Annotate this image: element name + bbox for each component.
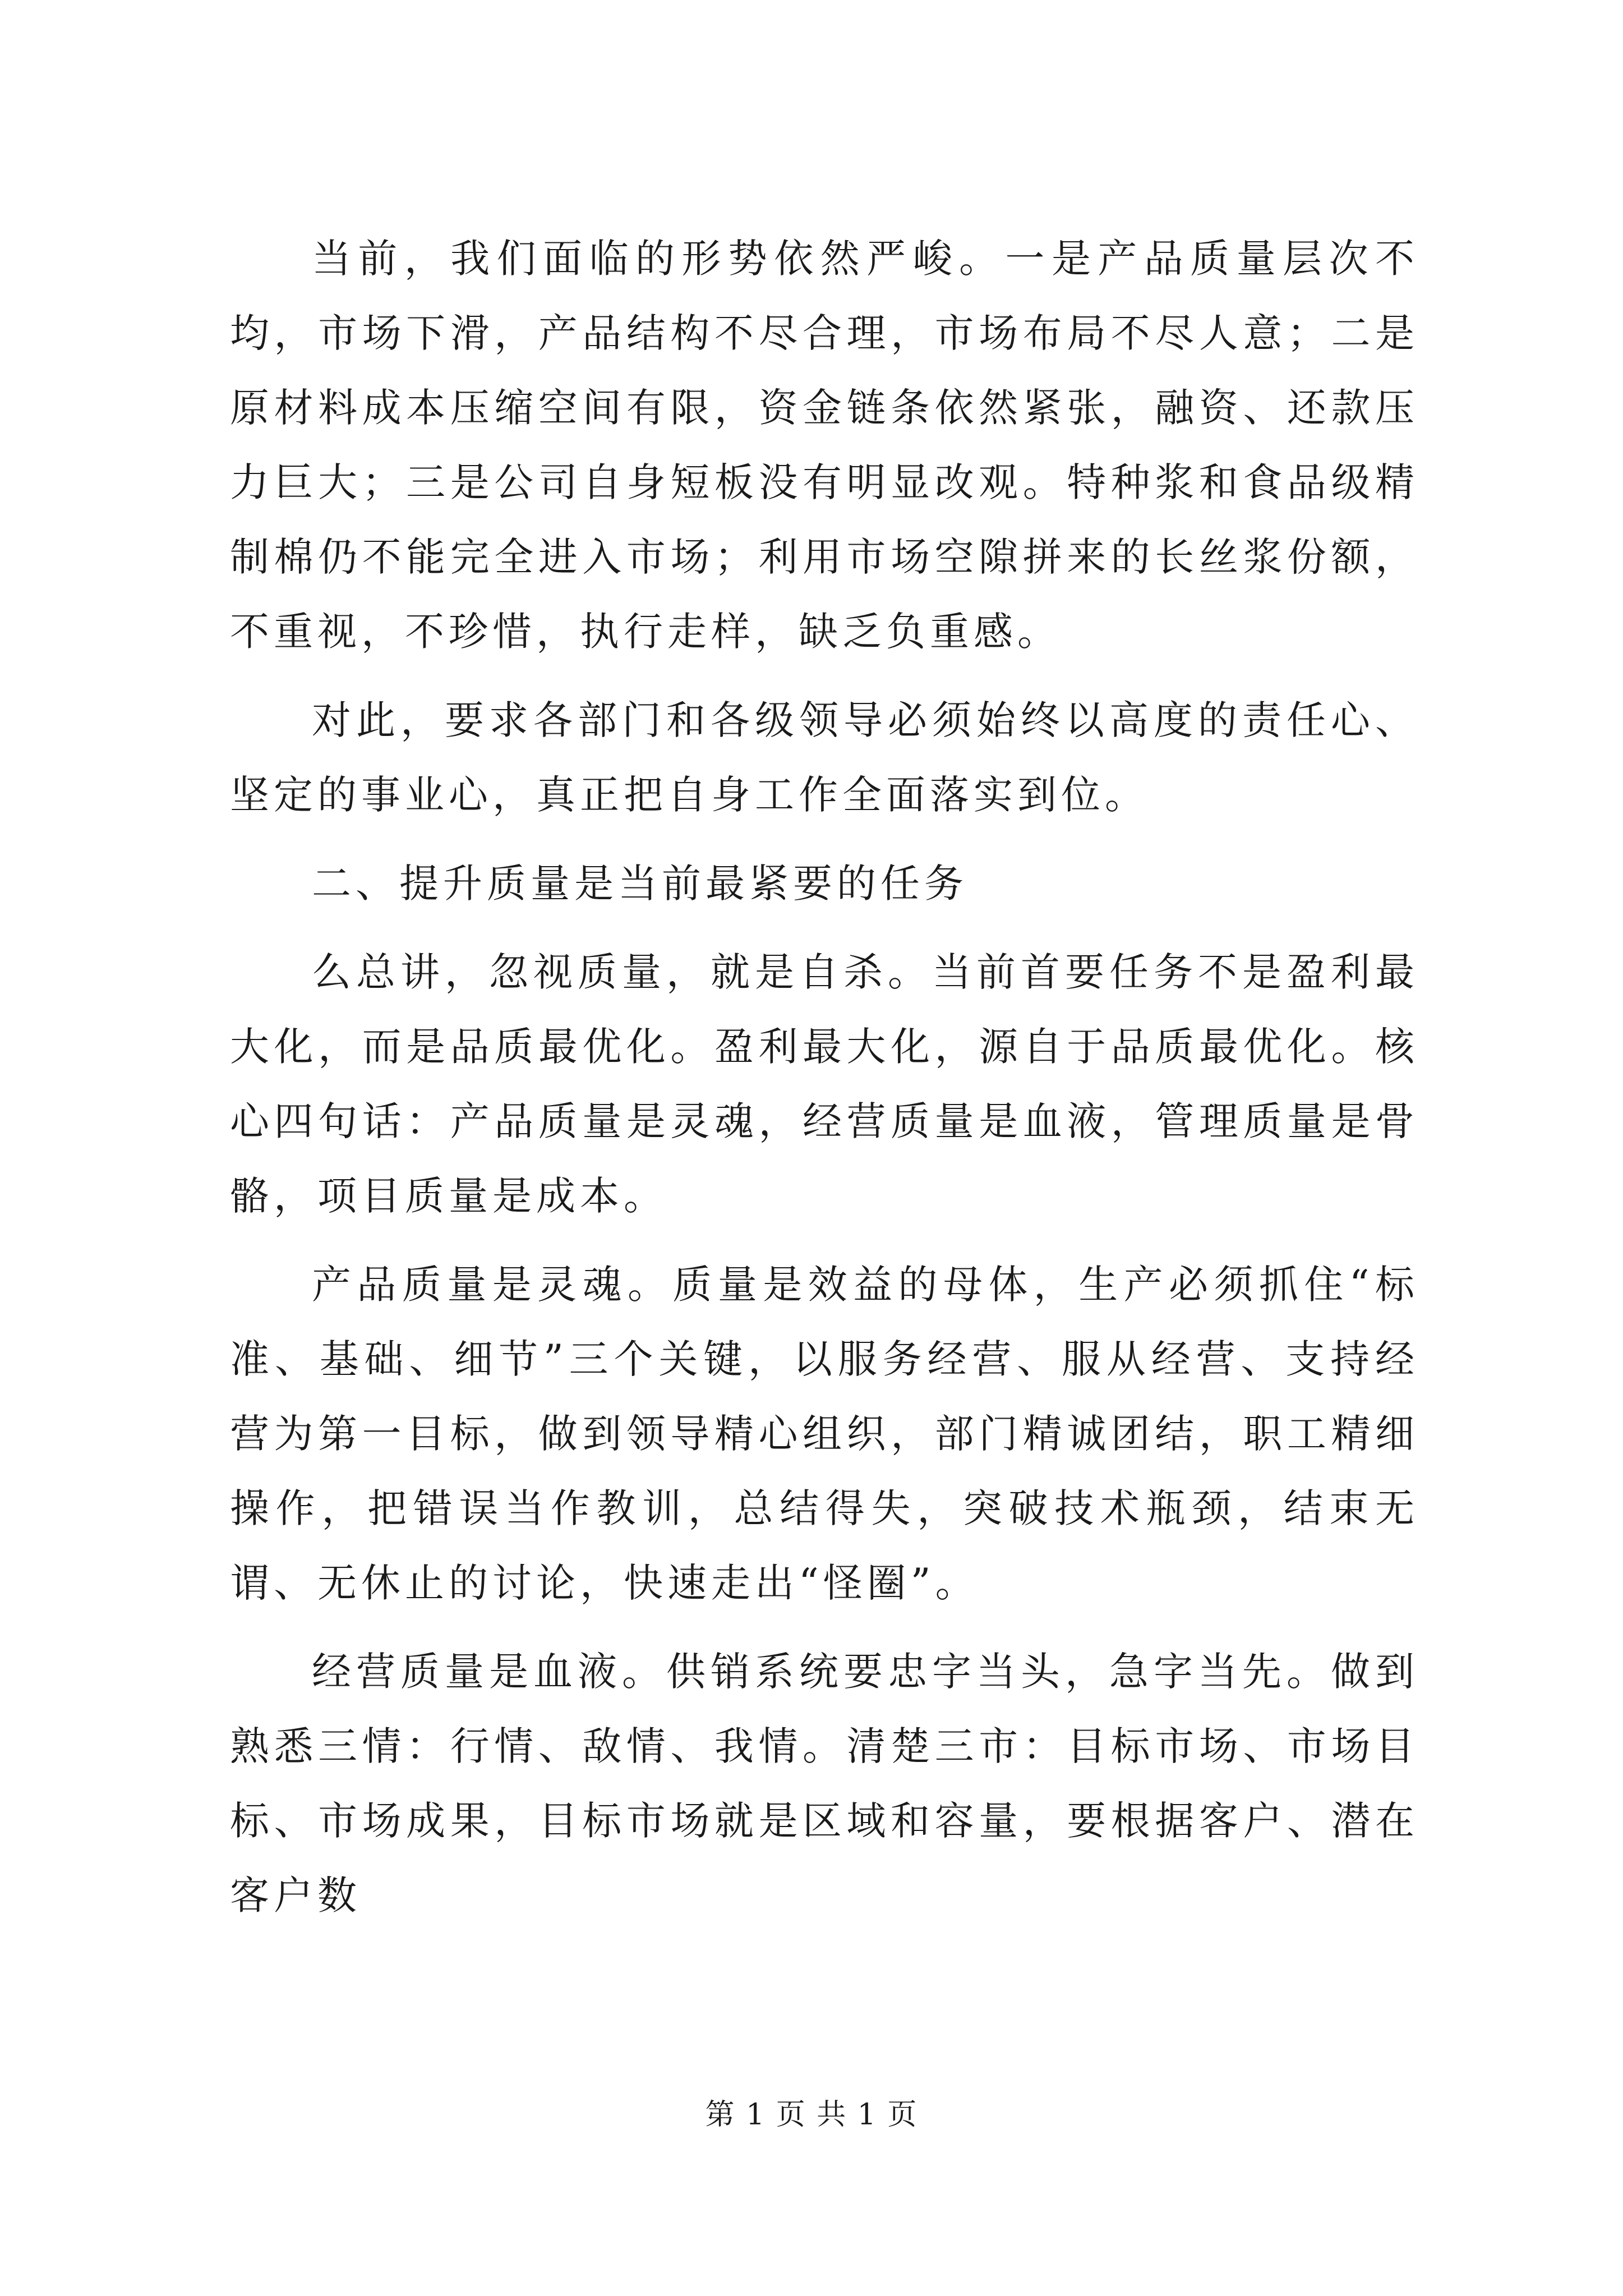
section-heading-quality: 二、提升质量是当前最紧要的任务 (312, 861, 968, 907)
paragraph-product-quality: 产品质量是灵魂。质量是效益的母体，生产必须抓住“标准、基础、细节”三个关键，以服务经营、服从经营、支持经营为第一目标，做到领导精心组织，部门精诚团结，职工精细操作，把错误当作教训，总结得失，突破技术瓶颈，结束无谓、无休止的讨论，快速走出“怪圈”。 (230, 1262, 1419, 1606)
paragraph-requirement: 对此，要求各部门和各级领导必须始终以高度的责任心、坚定的事业心，真正把自身工作全面落实到位。 (230, 697, 1419, 818)
paragraph-situation: 当前，我们面临的形势依然严峻。一是产品质量层次不均，市场下滑，产品结构不尽合理，市场布局不尽人意；二是原材料成本压缩空间有限，资金链条依然紧张，融资、还款压力巨大；三是公司自身短板没有明显改观。特种浆和食品级精制棉仍不能完全进入市场；利用市场空隙拼来的长丝浆份额，不重视，不珍惜，执行走样，缺乏负重感。 (230, 236, 1419, 655)
document-body (230, 222, 1419, 1947)
paragraph-operation-quality: 经营质量是血液。供销系统要忠字当头，急字当先。做到熟悉三情：行情、敌情、我情。清楚三市：目标市场、市场目标、市场成果，目标市场就是区域和容量，要根据客户、潜在客户数 (230, 1649, 1419, 1918)
page-footer: 第 1 页 共 1 页 (705, 2098, 918, 2132)
paragraph-quality-core: 么总讲，忽视质量，就是自杀。当前首要任务不是盈利最大化，而是品质最优化。盈利最大化，源自于品质最优化。核心四句话：产品质量是灵魂，经营质量是血液，管理质量是骨骼，项目质量是成本。 (230, 949, 1419, 1219)
